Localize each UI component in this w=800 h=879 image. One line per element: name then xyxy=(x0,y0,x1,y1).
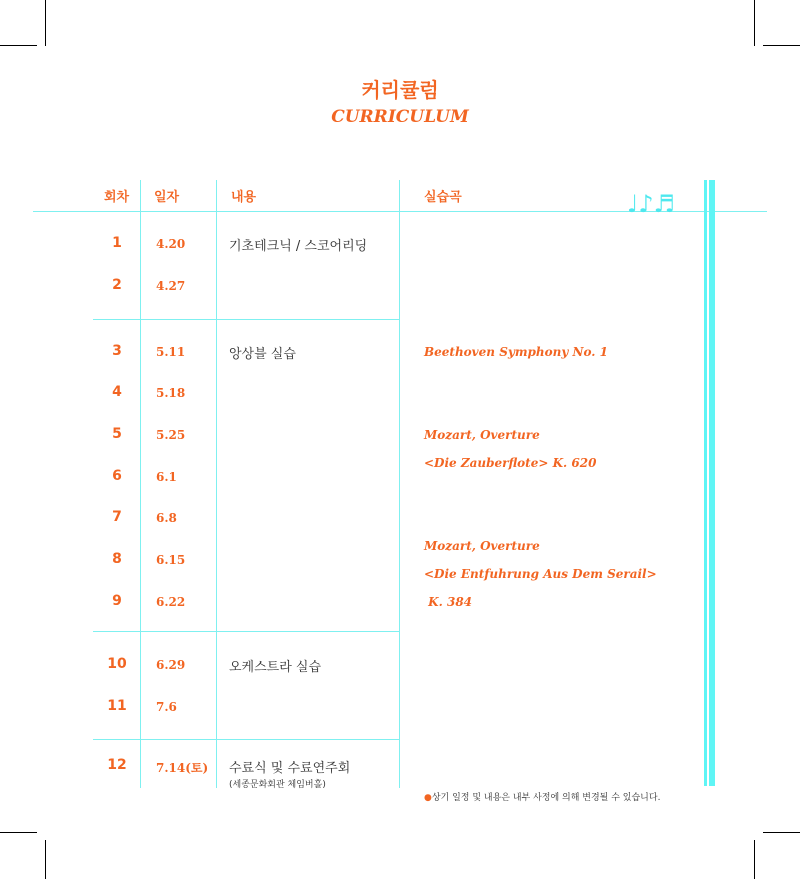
column-divider xyxy=(140,180,141,788)
session-content: 오케스트라 실습 xyxy=(229,660,322,675)
session-date: 5.11 xyxy=(156,345,186,359)
group-divider xyxy=(93,319,399,320)
column-divider xyxy=(399,180,400,788)
session-content: 앙상블 실습 xyxy=(229,347,296,362)
crop-mark xyxy=(0,45,37,46)
footnote xyxy=(424,790,660,803)
column-header-content: 내용 xyxy=(231,190,257,205)
right-accent-bar xyxy=(704,180,707,786)
repertoire-piece: K. 384 xyxy=(424,595,473,609)
session-number: 10 xyxy=(107,656,127,672)
session-number: 5 xyxy=(112,426,122,442)
session-date: 7.6 xyxy=(156,700,177,714)
session-number: 9 xyxy=(112,593,122,609)
repertoire-piece: <Die Zauberflote> K. 620 xyxy=(424,456,597,470)
session-number: 12 xyxy=(107,757,127,773)
session-number: 7 xyxy=(112,509,122,525)
page-title: 커리큘럼 xyxy=(361,78,439,102)
column-header-date: 일자 xyxy=(154,190,180,205)
session-number: 11 xyxy=(107,698,127,714)
crop-mark xyxy=(763,45,800,46)
session-date: 4.27 xyxy=(156,279,186,293)
session-date: 5.18 xyxy=(156,386,186,400)
session-date: 6.15 xyxy=(156,553,186,567)
group-divider xyxy=(93,739,399,740)
session-date: 7.14(토) xyxy=(156,761,209,775)
session-content: 수료식 및 수료연주회 xyxy=(229,761,351,776)
right-accent-bar xyxy=(709,180,715,786)
group-divider xyxy=(93,631,399,632)
column-header-repertoire: 실습곡 xyxy=(424,190,462,205)
repertoire-piece: Mozart, Overture xyxy=(424,539,540,553)
session-date: 5.25 xyxy=(156,428,186,442)
bullet-icon: ● xyxy=(424,793,432,803)
column-divider xyxy=(216,180,217,788)
session-number: 8 xyxy=(112,551,122,567)
repertoire-piece: <Die Entfuhrung Aus Dem Serail> xyxy=(424,567,657,581)
crop-mark xyxy=(45,0,46,46)
session-number: 1 xyxy=(112,235,122,251)
footnote-text: 상기 일정 및 내용은 내부 사정에 의해 변경될 수 있습니다. xyxy=(431,793,661,803)
crop-mark xyxy=(763,832,800,833)
crop-mark xyxy=(754,0,755,46)
session-date: 4.20 xyxy=(156,237,186,251)
page-subtitle: CURRICULUM xyxy=(331,107,469,127)
crop-mark xyxy=(754,840,755,879)
repertoire-piece: Beethoven Symphony No. 1 xyxy=(424,345,608,359)
session-number: 3 xyxy=(112,343,122,359)
music-notes-icon: ♩♪♬ xyxy=(627,190,676,218)
session-content: 기초테크닉 / 스코어리딩 xyxy=(229,239,368,254)
crop-mark xyxy=(45,840,46,879)
repertoire-piece: Mozart, Overture xyxy=(424,428,540,442)
column-header-session: 회차 xyxy=(104,190,130,205)
session-content-note: (세종문화회관 체임버홀) xyxy=(229,780,326,790)
session-number: 4 xyxy=(112,384,122,400)
session-date: 6.29 xyxy=(156,658,186,672)
session-date: 6.8 xyxy=(156,511,177,525)
crop-mark xyxy=(0,832,37,833)
session-number: 2 xyxy=(112,277,122,293)
session-date: 6.22 xyxy=(156,595,186,609)
session-number: 6 xyxy=(112,468,122,484)
session-date: 6.1 xyxy=(156,470,177,484)
